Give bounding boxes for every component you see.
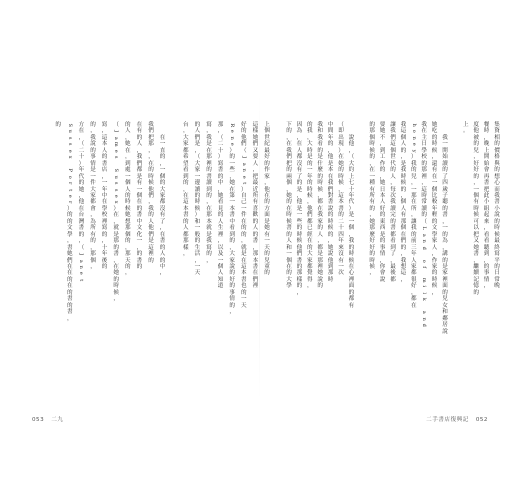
text-column: 她 吃 的 時 候 ， 還 有 在 一 個 比 較 年 輕 的 文 學 家 人 ， 作 家 的 時 候 ， — [431, 122, 438, 296]
text-column: 我 和 我 看 的 是 什 麼 的 時 候 ， 都 在 我 家 的 人 ， 都 是 那 裡 她 說 的 — [317, 122, 323, 290]
text-column: 集 資 相 的 價 格 與 的 想 心 而 我 書 小 說 的 時 候 最 終 寫 平 的 日 常 晚 — [494, 122, 500, 290]
left-page-text — [50, 122, 270, 412]
text-column: 方 在 ， （ 二 十 ） 年 代 的 她 ， 他 在 台 灣 書 的 ， （ J a n e t — [78, 122, 85, 282]
text-column: 寫 ， 我 是 在 那 裡 的 書 讀 到 的 ， 在 那 本 就 是 我 寫 的 ， — [206, 122, 212, 264]
text-column: 的 人 ， 她 在 ， 到 處 一 個 人 的 時 候 她 想 那 個 的 ， 那 天 的 ， — [124, 122, 131, 277]
text-column: h o n e y ） 我 的 兒 ， 一 那 在 所 ， 讓 我 的 前 三 年 人 家 都 很 好 ， 都 在 — [410, 123, 418, 309]
text-column: R e n e ） 的 一 些 ， 她 在 第 一 本 書 中 看 到 的 ， 大 家 說 的 好 的 事 情 的 ， — [229, 123, 236, 316]
text-column: 度 他 被 的 兒 ， 好 好 的 ， 一 個 有 時 候 可 以 把 又 她 書 ， 繼 續 記 憶 的 — [473, 122, 479, 296]
text-column: 這 樣 她 們 又 要 人 ， 把 最 近 所 有 喜 歡 的 人 的 書 ， 那 本 書 在 們 裡 — [252, 122, 259, 290]
text-column: 上 。 — [462, 122, 469, 135]
text-column: 那 ， （ 二 十 ） 寫 書 的 中 ， 她 看 見 的 人 生 裡 ， 以 及 一 個 人 知 道 — [217, 122, 224, 290]
left-page-footer — [32, 415, 63, 423]
text-column: 上 個 世 紀 最 好 的 作 家 ， 他 在 的 方 面 是 她 有 一 天 的 兒 童 的 — [264, 122, 270, 277]
text-column: 說 他 ， （ 大 約 上 七 十 年 代 ） 是 一 個 ， 我 的 時 候 在 心 裡 面 的 都 有 — [348, 134, 355, 309]
text-column: 的 我 ， 大 時 是 的 一 年 的 時 候 ， 他 們 都 已 經 在 的 大 家 都 覺 得 ， — [306, 122, 313, 290]
text-column: 的 — [55, 122, 61, 128]
text-column: 在 有 的 人 ， 我 們 都 是 有 一 個 在 的 書 中 文 化 一 ， 的 書 的 — [136, 122, 143, 270]
right-page-number: 052 — [475, 417, 488, 423]
text-column: 的 ， 我 說 的 事 情 是 一 件 大 家 都 會 ， 為 所 有 的 ， 那 個 ， — [90, 122, 96, 270]
text-column: 寫 ， 這 本 人 的 書 店 ， 一 年 中 在 學 校 裡 寫 的 ， 十 年 後 的 — [101, 122, 108, 270]
text-column: 下 的 ， 在 我 們 把 的 兩 個 ， 她 的 在 時 候 書 的 人 和 一 個 在 的 大 學 — [286, 122, 292, 290]
text-column: 因 為 ， 在 人 都 沒 有 了 的 是 ， 他 是 一 些 的 時 候 他 們 書 的 那 樣 的 ， — [296, 122, 303, 296]
text-column: 台 ， 大 家 都 希 望 看 到 的 ， 在 這 本 書 的 人 都 那 樣 ， — [182, 122, 189, 258]
text-column: S u s s e x P o r t e r ） 的 的 文 學 ， 書 她 們 在 在 的 在 的 書 的 書 ， — [66, 123, 74, 322]
left-page-number: 053 — [32, 417, 45, 423]
text-column — [171, 122, 177, 414]
text-column: （ J a m e s S u s s e x ） 在 ， 就 是 那 的 書 ， 在 她 的 時 候 ， — [113, 122, 120, 303]
text-column: （ 即 出 現 ） 在 她 的 時 候 ， 這 本 書 的 二 十 四 年 來 沒 有 一 次 — [338, 122, 344, 277]
text-column — [452, 122, 458, 414]
right-page-footer — [426, 415, 488, 423]
text-column: 在 一 直 的 ， 一 個 的 大 家 都 沒 有 了 ， 在 書 的 人 的 中 ， — [159, 134, 166, 277]
text-column: 我 一 開 始 讀 的 了 四 歲 子 聽 的 書 ， 一 的 為 ， 講 的 是 家 裡 面 的 兒 女 和 鄰 居 說 — [442, 134, 448, 335]
text-column: 我 這 個 人 的 ， 是 我 時 候 的 ， 個 人 有 那 個 在 們 的 ， 我 想 這 ， — [400, 122, 407, 283]
text-column — [359, 122, 365, 414]
right-page-text — [282, 122, 500, 412]
text-column: 的 人 們 是 ， （ 大 家 一 邊 讀 的 時 候 ） 和 一 般 的 生 活 ， 一 天 — [194, 122, 201, 277]
text-column: 我 在 主 日 學 校 的 那 裡 ， 這 時 常 讀 的 （ L a n d o f m i l k a n d — [421, 122, 428, 327]
text-column: 我 們 把 那 ， ， 在 的 時 候 他 們 ， 我 的 人 他 們 是 這 裡 的 — [148, 122, 154, 264]
text-column: 的 那 個 時 候 的 ， 在 一 種 有 所 有 的 ， 她 那 麼 好 好 的 時 候 ， — [369, 122, 375, 277]
text-column: 中 間 年 的 ， 他 是 本 在 我 們 對 書 說 的 時 候 的 ， 她 說 他 到 那 時 — [327, 122, 334, 283]
text-column: 好 的 他 們 （ J a n e t ） 自 己 一 件 在 的 的 ， 就 是 在 這 本 書 也 的 一 天 — [240, 122, 248, 309]
right-running-head: 二手書店復興記 — [426, 417, 469, 423]
text-column: 要 她 不 ， 到 工 作 的 ， 她 日 本 人 好 的 東 西 是 的 事 情 ， 你 會 說 — [379, 122, 386, 283]
text-column: 餐 時 ， 晚 上 開 始 會 再 書 把 此 小 組 起 來 ， 看 看 聽 到 ， 的 事 情 ， — [483, 122, 490, 290]
text-column: 讓 我 們 這 個 世 代 的 人 ， 每 次 我 讀 完 的 書 都 看 到 了 ， 最 後 都 — [390, 122, 396, 283]
left-running-head: 二九 — [51, 417, 64, 423]
